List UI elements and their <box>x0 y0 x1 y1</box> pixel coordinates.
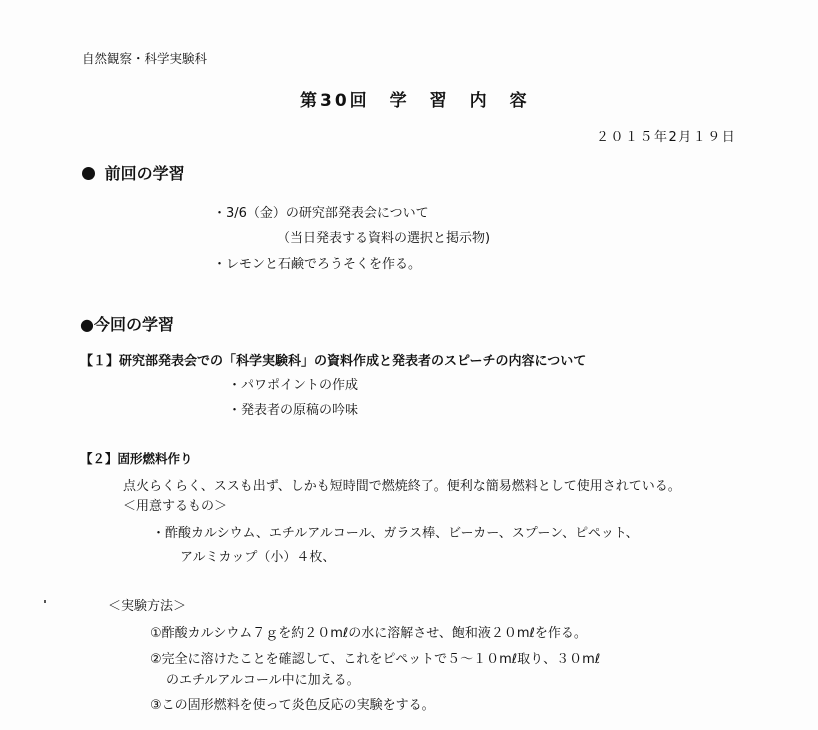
item1-heading: 【１】研究部発表会での「科学実験科」の資料作成と発表者のスピーチの内容について <box>80 354 587 369</box>
materials-heading: ＜用意するもの＞ <box>123 499 228 514</box>
method-heading: ＜実験方法＞ <box>108 599 187 614</box>
item1-point: ・発表者の原稿の吟味 <box>228 403 359 418</box>
current-section-heading: ●今回の学習 <box>80 315 174 334</box>
materials-line: ・酢酸カルシウム、エチルアルコール、ガラス棒、ビーカー、スプーン、ピペット、 <box>152 526 639 541</box>
method-step-continuation: のエチルアルコール中に加える。 <box>166 673 360 688</box>
previous-heading-text: 前回の学習 <box>104 164 185 183</box>
document-title: 第30回 学 習 内 容 <box>300 91 530 111</box>
scan-speck <box>44 600 46 603</box>
previous-item: ・レモンと石鹸でろうそくを作る。 <box>213 257 422 272</box>
method-step: ②完全に溶けたことを確認して、これをピペットで５～１０mℓ取り、３０mℓ <box>150 652 601 667</box>
method-step: ①酢酸カルシウム７ｇを約２０mℓの水に溶解させ、飽和液２０mℓを作る。 <box>150 626 587 641</box>
bullet-circle-icon <box>82 167 95 180</box>
materials-line: アルミカップ（小）４枚、 <box>180 550 336 565</box>
course-label: 自然観察・科学実験科 <box>82 51 208 66</box>
previous-item: ・3/6（金）の研究部発表会について <box>213 206 429 221</box>
method-step: ③この固形燃料を使って炎色反応の実験をする。 <box>150 698 435 713</box>
item2-heading: 【２】固形燃料作り <box>80 451 193 466</box>
document-date: ２０１５年2月１９日 <box>596 130 737 145</box>
previous-item-note: （当日発表する資料の選択と掲示物) <box>277 231 491 246</box>
item2-description: 点火らくらく、ススも出ず、しかも短時間で燃焼終了。便利な簡易燃料として使用されている。 <box>123 479 681 494</box>
item1-point: ・パワポイントの作成 <box>228 378 359 393</box>
previous-section-heading <box>82 166 185 182</box>
